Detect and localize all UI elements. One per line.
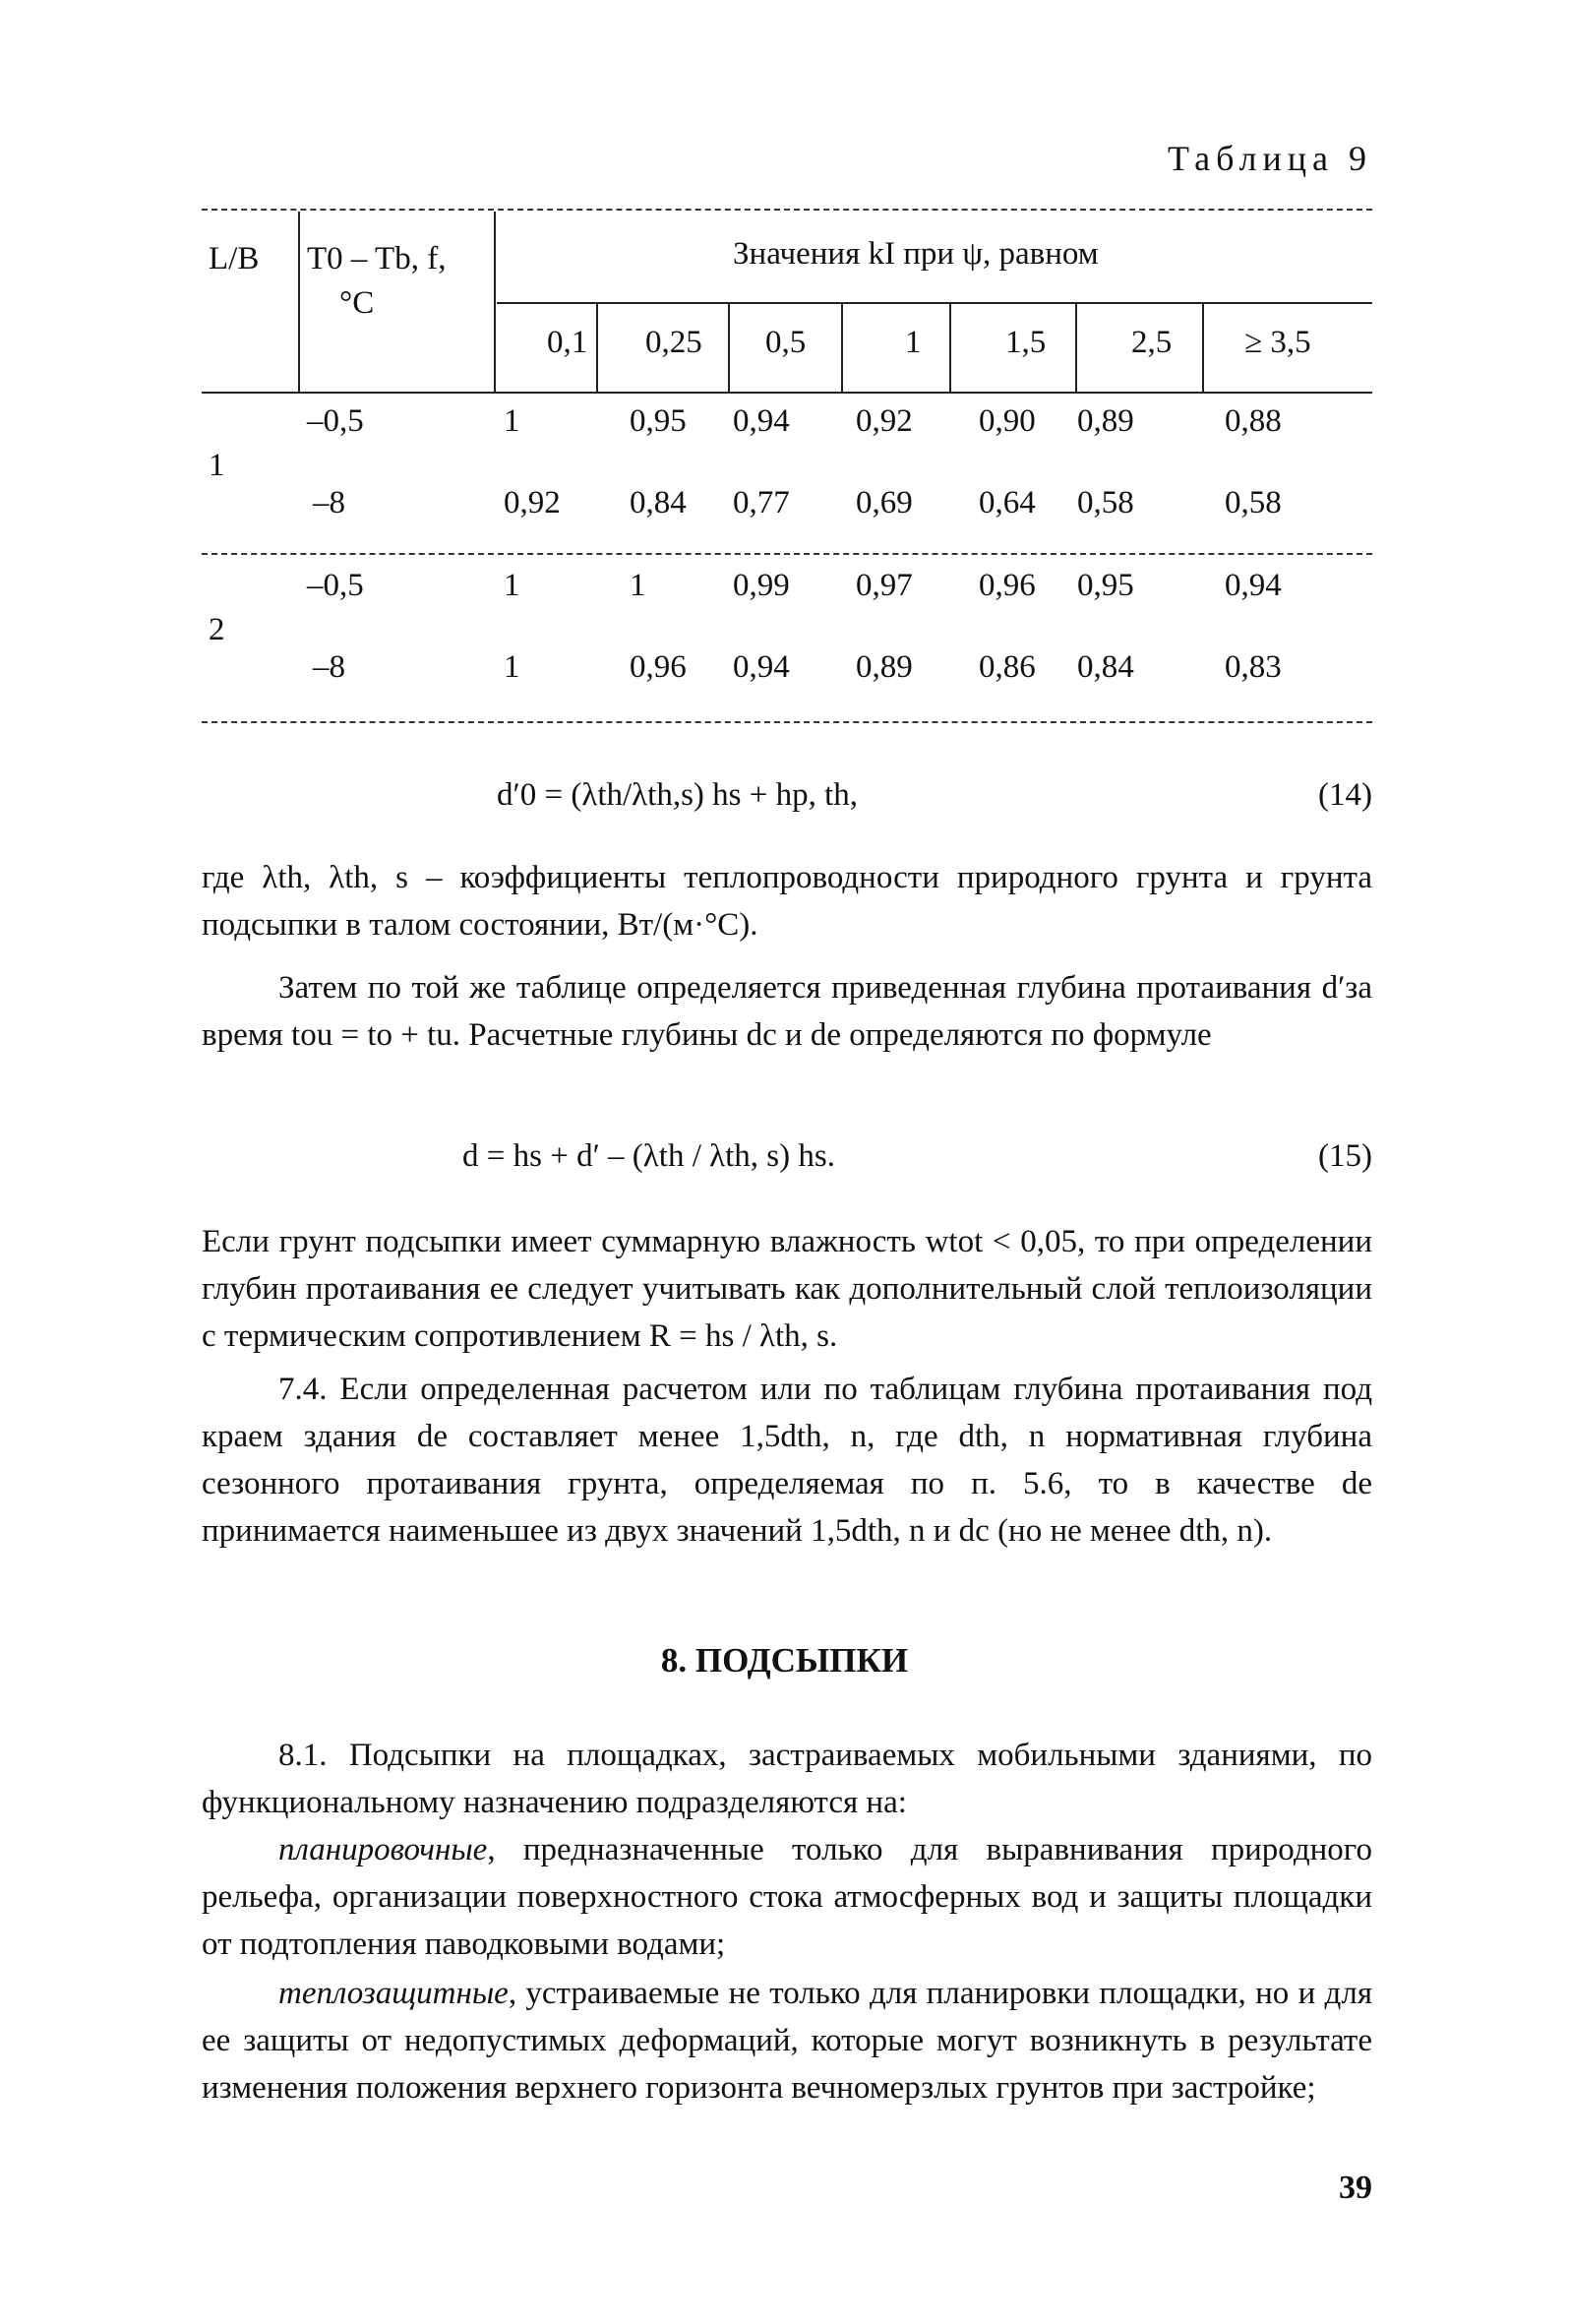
table-header-rule [202,392,1372,394]
paragraph-if: Если грунт подсыпки имеет суммарную влажность wtot < 0,05, то при определении глубин протаивания ее следует учитывать как дополнительный слой теплоизоляции с термическим сопротивлением R = hs / λth, s. [202,1224,1372,1354]
table-cell: 0,92 [504,485,561,520]
table-cell: 0,88 [1225,403,1282,439]
table-cell: 0,69 [856,485,913,520]
section-heading: 8. ПОДСЫПКИ [660,1641,909,1680]
formula-14-explanation: где λth, λth, s – коэффициенты теплопроводности природного грунта и грунта подсыпки в талом состоянии, Вт/(м·°С). [202,860,1372,943]
psi-header: 2,5 [1131,325,1173,360]
table-cell: 0,90 [979,403,1036,439]
col-divider [728,303,730,392]
table-cell: 0,99 [733,568,790,603]
formula-15-number: (15) [1318,1138,1372,1174]
table-cell: 0,95 [630,403,687,439]
table-cell: 0,94 [733,403,790,439]
header-temp: T0 – Tb, f, [307,241,447,276]
term-heat-protective: теплозащитные [278,1976,509,2011]
table-bottom-rule [202,721,1372,723]
table-cell: 1 [630,568,646,603]
table-cell: 0,95 [1077,568,1134,603]
table-cell: 0,84 [1077,649,1134,685]
psi-header: 1,5 [1005,325,1047,360]
row-temp: –0,5 [307,403,364,439]
group-lb: 1 [209,448,225,483]
table-top-rule [202,209,1372,211]
formula-15: d = hs + d′ – (λth / λth, s) hs. [462,1138,835,1174]
heat-protective-definition: , устраиваемые не только для планировки площадки, но и для ее защиты от недопустимых деформаций, которые могут возникнуть в результате изменения положения верхнего горизонта вечномерзлых грунтов при застройке; [202,1976,1372,2106]
paragraph-heat [202,1970,1372,2111]
table-cell: 0,94 [1225,568,1282,603]
header-lb: L/B [209,241,260,276]
table-cell: 0,86 [979,649,1036,685]
formula-14-number: (14) [1318,777,1372,813]
table-cell: 0,58 [1225,485,1282,520]
row-temp: –8 [313,485,345,520]
table-cell: 0,89 [1077,403,1134,439]
psi-header-rule [497,302,1372,304]
table-caption: Таблица 9 [1168,139,1372,178]
psi-header: 0,25 [645,325,702,360]
table-cell: 0,96 [979,568,1036,603]
psi-header: 0,1 [547,325,588,360]
table-cell: 0,97 [856,568,913,603]
psi-header: 1 [905,325,922,360]
col-divider [1202,303,1204,392]
paragraph-then: Затем по той же таблице определяется приведенная глубина протаивания d′за время tou = to + tu. Расчетные глубины dc и de определяются по формуле [202,970,1372,1053]
group-lb: 2 [209,612,225,647]
table-cell: 0,89 [856,649,913,685]
col-divider [298,212,300,392]
col-divider [949,303,951,392]
header-values: Значения kI при ψ, равном [733,236,1099,272]
psi-header: ≥ 3,5 [1244,325,1311,360]
table-cell: 1 [504,649,520,685]
formula-14: d′0 = (λth/λth,s) hs + hp, th, [497,777,859,813]
term-planning: планировочные [278,1832,488,1867]
table-cell: 1 [504,568,520,603]
col-divider [1075,303,1077,392]
table-cell: 1 [504,403,520,439]
planning-definition: , предназначенные только для выравнивания природного рельефа, организации поверхностного стока атмосферных вод и защиты площадки от подтопления паводковыми водами; [202,1832,1372,1962]
paragraph-8-1: 8.1. Подсыпки на площадках, застраиваемых мобильными зданиями, по функциональному назначению подразделяются на: [202,1738,1372,1820]
table-cell: 0,84 [630,485,687,520]
page-number: 39 [1339,2170,1372,2206]
table-cell: 0,92 [856,403,913,439]
table-cell: 0,77 [733,485,790,520]
col-divider [596,303,598,392]
col-divider [494,212,496,392]
paragraph-7-4: 7.4. Если определенная расчетом или по таблицам глубина протаивания под краем здания de составляет менее 1,5dth, n, где dth, n нормативная глубина сезонного протаивания грунта, определяемая по п. 5.6, то в качестве de принимается наименьшее из двух значений 1,5dth, n и dc (но не менее dth, n). [202,1372,1372,1549]
paragraph-planning [202,1826,1372,1968]
table-group-rule [202,553,1372,555]
col-divider [841,303,843,392]
header-temp-unit: °C [339,285,375,321]
table-cell: 0,64 [979,485,1036,520]
table-cell: 0,94 [733,649,790,685]
table-cell: 0,96 [630,649,687,685]
row-temp: –0,5 [307,568,364,603]
psi-header: 0,5 [765,325,807,360]
table-cell: 0,58 [1077,485,1134,520]
table-cell: 0,83 [1225,649,1282,685]
row-temp: –8 [313,649,345,685]
